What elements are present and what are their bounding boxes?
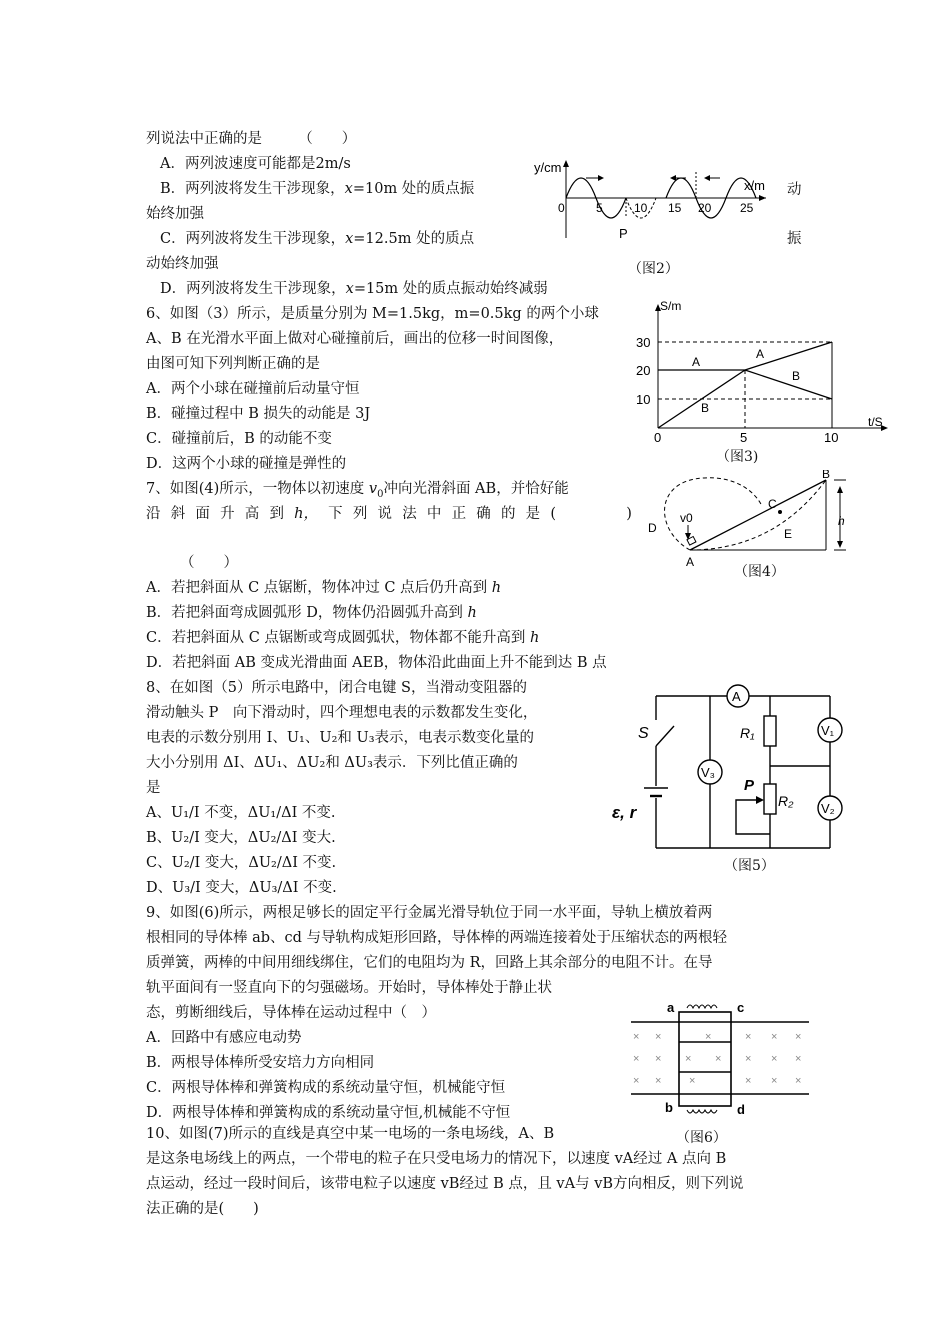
q6-option-d: D．这两个小球的碰撞是弹性的 xyxy=(146,456,347,472)
fig3-x-tick: 5 xyxy=(740,430,748,445)
q5-option-d: D．两列波将发生干涉现象，x=15m 处的质点振动始终减弱 xyxy=(160,281,548,297)
fig2-tick: 10 xyxy=(634,201,648,215)
q8-line-1: 8、在如图（5）所示电路中，闭合电键 S，当滑动变阻器的 xyxy=(146,680,527,696)
fig3-y-tick: 30 xyxy=(636,335,651,350)
q8-line-4: 大小分别用 ΔI、ΔU₁、ΔU₂和 ΔU₃表示．下列比值正确的 xyxy=(146,755,518,771)
figure-4-incline xyxy=(644,470,864,575)
svg-text:×: × xyxy=(715,1053,722,1065)
figure-2-caption: （图2） xyxy=(628,261,679,277)
q5-option-a: A．两列波速度可能都是2m/s xyxy=(160,156,351,172)
q7-option-a: A．若把斜面从 C 点锯断，物体冲过 C 点后仍升高到 h xyxy=(146,580,502,596)
q10-line-1: 10、如图(7)所示的直线是真空中某一电场的一条电场线，A、B xyxy=(146,1126,555,1142)
svg-text:×: × xyxy=(705,1031,712,1043)
figure-5-circuit xyxy=(610,680,855,858)
q6-option-b: B．碰撞过程中 B 损失的动能是 3J xyxy=(146,406,371,422)
fig5-voltmeter-v3: V₃ xyxy=(701,765,715,780)
q8-option-b: B、U₂/I 变大，ΔU₂/ΔI 变大. xyxy=(146,830,336,846)
q7-option-b: B．若把斜面弯成圆弧形 D，物体仍沿圆弧升高到 h xyxy=(146,605,477,621)
fig3-x-tick: 10 xyxy=(824,430,839,445)
q5-option-c-tail: 动始终加强 xyxy=(146,256,219,272)
q6-option-a: A．两个小球在碰撞前后动量守恒 xyxy=(146,381,360,397)
fig4-label-c: C xyxy=(768,497,777,511)
q7-option-c: C．若把斜面从 C 点锯断或弯成圆弧状，物体都不能升高到 h xyxy=(146,630,540,646)
fig3-label-a-after: A xyxy=(756,347,765,361)
fig5-label-s: S xyxy=(638,725,649,742)
q9-line-1: 9、如图(6)所示，两根足够长的固定平行金属光滑导轨位于同一水平面，导轨上横放着两 xyxy=(146,905,713,921)
svg-text:×: × xyxy=(745,1031,752,1043)
fig6-label-d: d xyxy=(737,1102,745,1117)
svg-text:×: × xyxy=(771,1075,778,1087)
q5-stem-tail: 列说法中正确的是 （ ） xyxy=(146,131,357,147)
svg-text:×: × xyxy=(685,1053,692,1065)
fig3-y-tick: 10 xyxy=(636,392,651,407)
svg-text:×: × xyxy=(795,1031,802,1043)
fig4-label-b: B xyxy=(822,470,831,481)
fig3-y-label: S/m xyxy=(660,299,682,313)
fig6-label-a: a xyxy=(667,1000,675,1015)
fig3-x-label: t/S xyxy=(868,415,883,429)
fig5-label-r1: R₁ xyxy=(740,725,755,741)
q6-line-3: 由图可知下列判断正确的是 xyxy=(146,356,320,372)
svg-text:×: × xyxy=(795,1075,802,1087)
fig5-voltmeter-v2: V₂ xyxy=(821,801,835,816)
figure-2-wave xyxy=(530,150,780,245)
fig2-point-p: P xyxy=(619,226,628,241)
fig3-label-a-before: A xyxy=(692,355,701,369)
fig6-label-b: b xyxy=(665,1100,673,1115)
q9-line-5: 态，剪断细线后，导体棒在运动过程中（ ） xyxy=(146,1005,436,1021)
fig4-label-v0: v0 xyxy=(680,511,693,525)
svg-text:×: × xyxy=(655,1031,662,1043)
q6-line-1: 6、如图（3）所示，是质量分别为 M=1.5kg，m=0.5kg 的两个小球 xyxy=(146,306,599,322)
q9-line-3: 质弹簧，两棒的中间用细线绑住，它们的电阻均为 R，回路上其余部分的电阻不计。在导 xyxy=(146,955,713,971)
q8-option-a: A、U₁/I 不变，ΔU₁/ΔI 不变. xyxy=(146,805,336,821)
q7-line-2: 沿 斜 面 升 高 到 h， 下 列 说 法 中 正 确 的 是 ( ) xyxy=(146,506,632,522)
q8-line-5: 是 xyxy=(146,780,161,796)
q10-line-3: 点运动，经过一段时间后，该带电粒子以速度 vB经过 B 点，且 vA与 vB方向相反，则下列说 xyxy=(146,1176,744,1192)
figure-3-caption: （图3) xyxy=(716,449,759,465)
fig5-label-p: P xyxy=(744,777,755,794)
fig4-label-e: E xyxy=(784,527,793,541)
fig6-label-c: c xyxy=(737,1000,745,1015)
fig3-label-b-after: B xyxy=(792,369,801,383)
figure-3-graph xyxy=(636,296,900,446)
svg-text:×: × xyxy=(633,1075,640,1087)
svg-text:×: × xyxy=(689,1075,696,1087)
svg-text:×: × xyxy=(745,1053,752,1065)
q9-option-a: A．回路中有感应电动势 xyxy=(146,1030,302,1046)
figure-6-caption: （图6） xyxy=(676,1130,727,1146)
fig2-tick: 5 xyxy=(596,201,603,215)
q9-option-c: C．两根导体棒和弹簧构成的系统动量守恒，机械能守恒 xyxy=(146,1080,506,1096)
svg-text:×: × xyxy=(655,1053,662,1065)
fig4-label-d: D xyxy=(648,521,657,535)
figure-5-caption: （图5） xyxy=(724,858,775,874)
q8-line-3: 电表的示数分别用 I、U₁、U₂和 U₃表示，电表示数变化量的 xyxy=(146,730,535,746)
q6-option-c: C．碰撞前后，B 的动能不变 xyxy=(146,431,332,447)
q10-line-2: 是这条电场线上的两点，一个带电的粒子在只受电场力的情况下，以速度 vA经过 A 点向 B xyxy=(146,1151,727,1167)
svg-text:×: × xyxy=(795,1053,802,1065)
fig5-voltmeter-v1: V₁ xyxy=(821,723,835,738)
svg-text:×: × xyxy=(633,1031,640,1043)
q5-option-c: C．两列波将发生干涉现象，x=12.5m 处的质点 xyxy=(160,231,475,247)
fig3-x-tick: 0 xyxy=(654,430,662,445)
fig5-label-r2: R₂ xyxy=(778,793,794,809)
fig2-tick: 25 xyxy=(740,201,754,215)
q9-line-4: 轨平面间有一竖直向下的匀强磁场。开始时，导体棒处于静止状 xyxy=(146,980,552,996)
q5-option-b: B．两列波将发生干涉现象，x=10m 处的质点振 xyxy=(160,181,475,197)
svg-text:×: × xyxy=(655,1075,662,1087)
fig2-tick: 20 xyxy=(698,201,712,215)
fig3-label-b-before: B xyxy=(701,401,710,415)
q7-line-1: 7、如图(4)所示，一物体以初速度 $v_0$冲向光滑斜面 AB，并恰好能 xyxy=(146,481,569,500)
fig2-tick: 15 xyxy=(668,201,682,215)
figure-6-rails xyxy=(625,1000,815,1122)
fig2-x-label: x/m xyxy=(744,178,765,193)
q8-line-2: 滑动触头 P 向下滑动时，四个理想电表的示数都发生变化， xyxy=(146,705,538,721)
svg-text:×: × xyxy=(771,1053,778,1065)
figure-4-caption: （图4） xyxy=(734,564,785,580)
svg-text:×: × xyxy=(633,1053,640,1065)
fig4-label-h: h xyxy=(838,514,845,528)
svg-text:×: × xyxy=(745,1075,752,1087)
q9-option-b: B．两根导体棒所受安培力方向相同 xyxy=(146,1055,375,1071)
q5-right-word-2: 振 xyxy=(787,231,802,247)
fig5-label-emf: ε, r xyxy=(612,803,637,822)
q9-option-d: D．两根导体棒和弹簧构成的系统动量守恒,机械能不守恒 xyxy=(146,1105,511,1121)
svg-text:×: × xyxy=(771,1031,778,1043)
q10-line-4: 法正确的是( ) xyxy=(146,1201,259,1217)
fig5-ammeter-a: A xyxy=(732,689,741,704)
fig2-y-label: y/cm xyxy=(534,160,562,175)
fig4-label-a: A xyxy=(686,555,695,569)
fig3-y-tick: 20 xyxy=(636,363,651,378)
fig2-tick: 0 xyxy=(558,201,565,215)
q5-option-b-tail: 始终加强 xyxy=(146,206,204,222)
q7-option-d: D．若把斜面 AB 变成光滑曲面 AEB，物体沿此曲面上升不能到达 B 点 xyxy=(146,655,607,671)
q9-line-2: 根相同的导体棒 ab、cd 与导轨构成矩形回路，导体棒的两端连接着处于压缩状态的两根轻 xyxy=(146,930,728,946)
q8-option-d: D、U₃/I 变大，ΔU₃/ΔI 不变. xyxy=(146,880,337,896)
q8-option-c: C、U₂/I 变大，ΔU₂/ΔI 不变. xyxy=(146,855,337,871)
q6-line-2: A、B 在光滑水平面上做对心碰撞前后，画出的位移一时间图像， xyxy=(146,331,564,347)
q7-line-3: （ ） xyxy=(180,555,238,571)
q5-right-word-1: 动 xyxy=(787,182,802,198)
